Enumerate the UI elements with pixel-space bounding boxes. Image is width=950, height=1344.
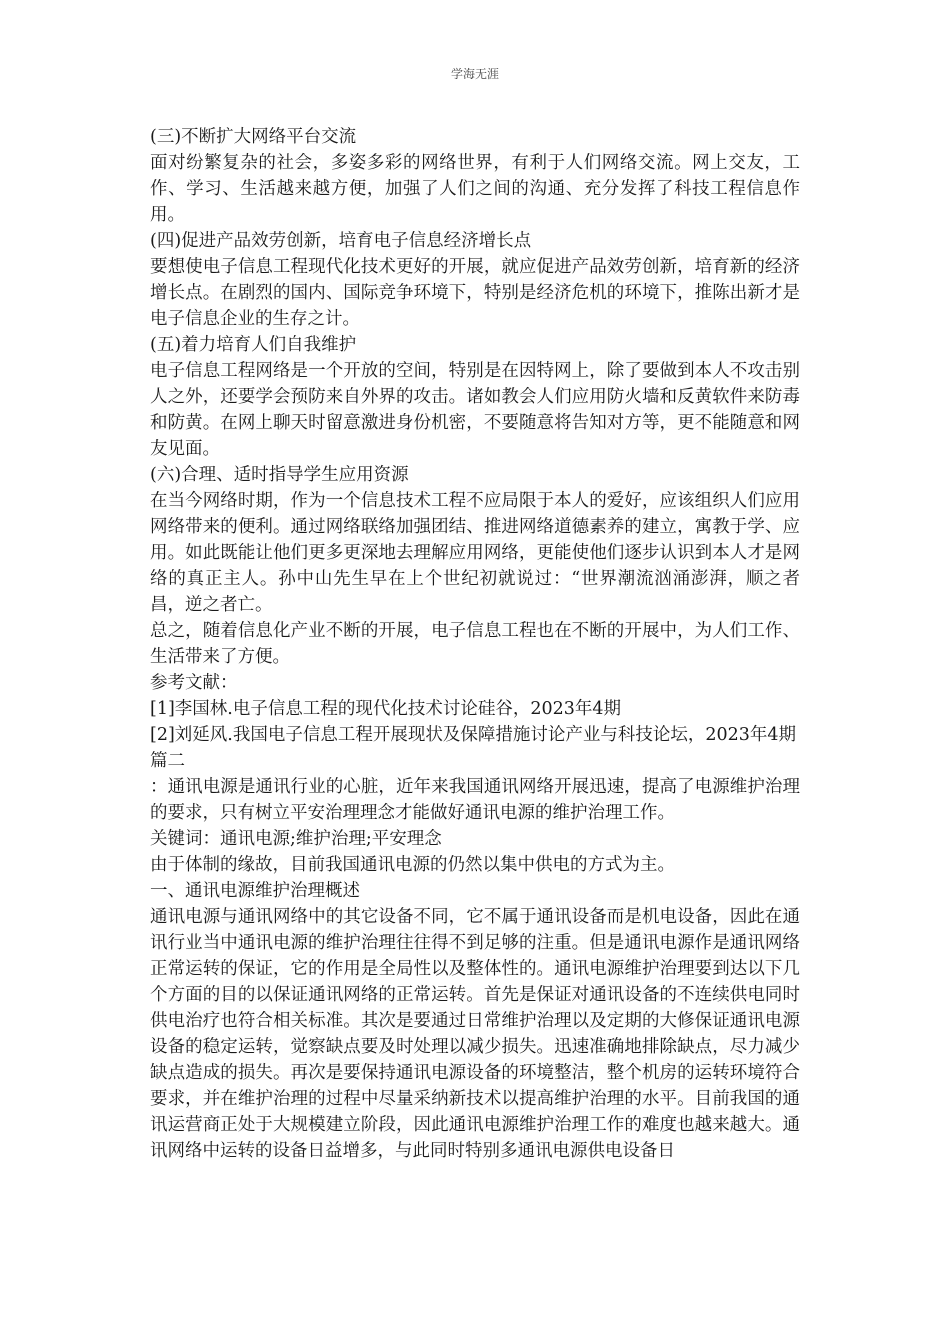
section-heading-6: (六)合理、适时指导学生应用资源 [150, 465, 409, 485]
paragraph: 由于体制的缘故，目前我国通讯电源的仍然以集中供电的方式为主。 [150, 855, 675, 875]
paragraph: 通讯电源与通讯网络中的其它设备不同，它不属于通讯设备而是机电设备，因此在通讯行业当中通讯电源的维护治理往往得不到足够的注重。但是通讯电源作是通讯网络正常运转的保证，它的作用是全局性以及整体性的。通讯电源维护治理要到达以下几个方面的目的以保证通讯网络的正常运转。首先是保证对通讯设备的不连续供电同时供电治疗也符合相关标准。其次是要通过日常维护治理以及定期的大修保证通讯电源设备的稳定运转，觉察缺点要及时处理以减少损失。迅速准确地排除缺点，尽力减少缺点造成的损失。再次是要保持通讯电源设备的环境整洁，整个机房的运转环境符合要求，并在维护治理的过程中尽量采纳新技术以提高维护治理的水平。目前我国的通讯运营商正处于大规模建立阶段，因此通讯电源维护治理工作的难度也越来越大。通讯网络中运转的设备日益增多，与此同时特别多通讯电源供电设备日 [150, 907, 800, 1161]
paragraph: 电子信息工程网络是一个开放的空间，特别是在因特网上，除了要做到本人不攻击别人之外，还要学会预防来自外界的攻击。诸如教会人们应用防火墙和反黄软件来防毒和防黄。在网上聊天时留意激进身份机密，不要随意将告知对方等，更不能随意和网友见面。 [150, 361, 800, 459]
section-heading-5: (五)着力培育人们自我维护 [150, 335, 357, 355]
paragraph: 要想使电子信息工程现代化技术更好的开展，就应促进产品效劳创新，培育新的经济增长点。在剧烈的国内、国际竞争环境下，特别是经济危机的环境下，推陈出新才是电子信息企业的生存之计。 [150, 257, 800, 329]
references-heading: 参考文献： [150, 673, 238, 693]
page-header: 学海无涯 [450, 67, 499, 81]
paragraph: 在当今网络时期，作为一个信息技术工程不应局限于本人的爱好，应该组织人们应用网络带来的便利。通过网络联络加强团结、推进网络道德素养的建立，寓教于学、应用。如此既能让他们更多更深地去理解应用网络，更能使他们逐步认识到本人才是网络的真正主人。孙中山先生早在上个世纪初就说过：“世界潮流汹涌澎湃，顺之者昌，逆之者亡。 [150, 491, 800, 615]
section-heading-1: 一、通讯电源维护治理概述 [150, 881, 360, 901]
reference-item: [2]刘延风.我国电子信息工程开展现状及保障措施讨论产业与科技论坛，2023年4期 [150, 725, 797, 745]
reference-item: [1]李国林.电子信息工程的现代化技术讨论硅谷，2023年4期 [150, 699, 622, 719]
section-heading-3: (三)不断扩大网络平台交流 [150, 127, 357, 147]
document-body [150, 124, 800, 1164]
keywords-line: 关键词：通讯电源;维护治理;平安理念 [150, 829, 442, 849]
paragraph: 面对纷繁复杂的社会，多姿多彩的网络世界，有利于人们网络交流。网上交友，工作、学习、生活越来越方便，加强了人们之间的沟通、充分发挥了科技工程信息作用。 [150, 153, 800, 225]
section-heading-4: (四)促进产品效劳创新，培育电子信息经济增长点 [150, 231, 532, 251]
conclusion-paragraph: 总之，随着信息化产业不断的开展，电子信息工程也在不断的开展中，为人们工作、生活带来了方便。 [150, 621, 800, 667]
abstract-paragraph: ：通讯电源是通讯行业的心脏，近年来我国通讯网络开展迅速，提高了电源维护治理的要求，只有树立平安治理理念才能做好通讯电源的维护治理工作。 [150, 777, 800, 823]
part-heading: 篇二 [150, 751, 185, 771]
